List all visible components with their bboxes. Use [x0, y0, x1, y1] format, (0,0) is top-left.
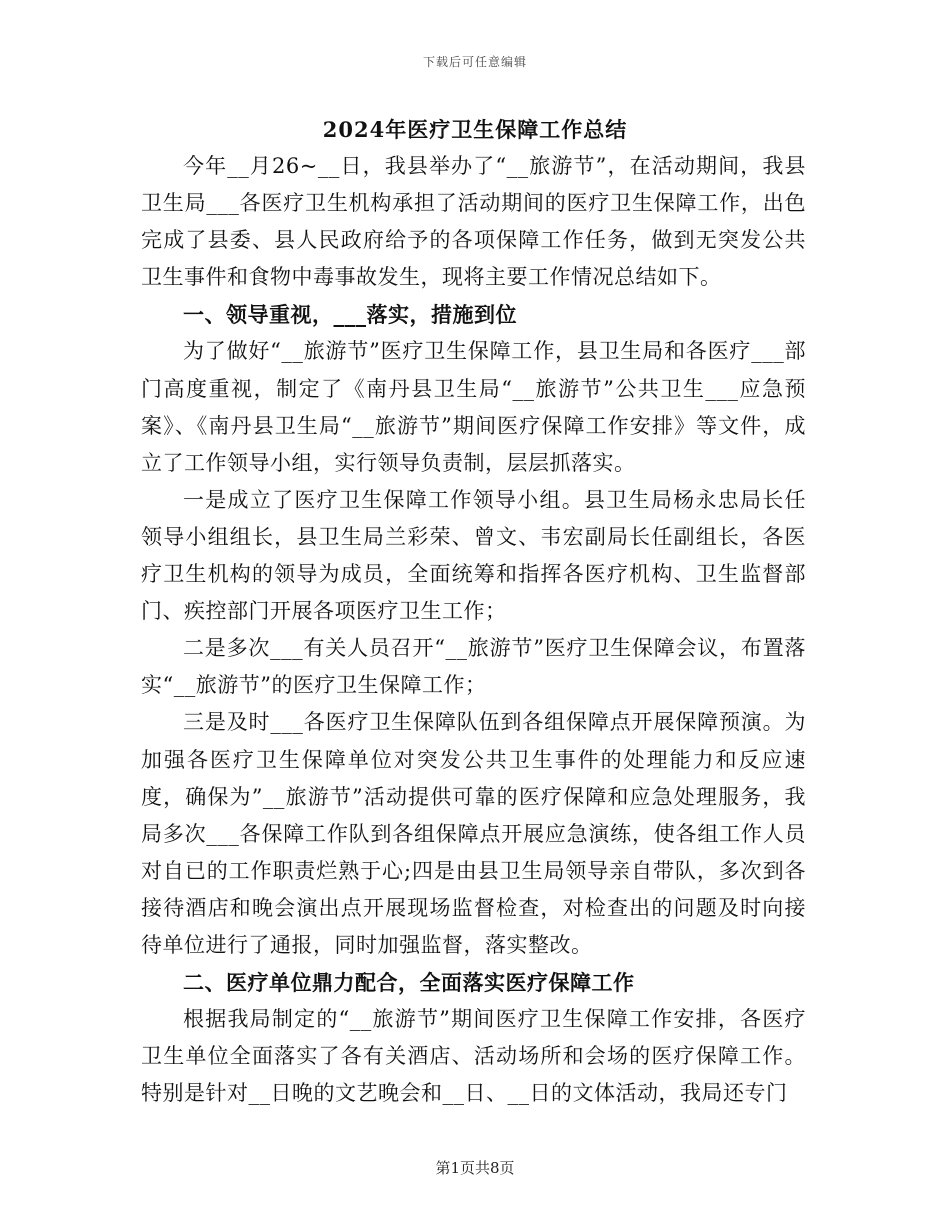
- section-heading-2: 二、医疗单位鼎力配合，全面落实医疗保障工作: [183, 970, 635, 996]
- header-note: 下载后可任意编辑: [422, 55, 527, 69]
- page-footer: 第1页共8页: [435, 1159, 515, 1177]
- document-title: 2024年医疗卫生保障工作总结: [322, 117, 628, 142]
- body-paragraph: 二是多次___有关人员召开“__旅游节”医疗卫生保障会议，布置落实“__旅游节”的医疗卫生保障工作；: [141, 636, 806, 698]
- section-heading-1: 一、领导重视，___落实，措施到位: [183, 302, 517, 328]
- body-paragraph: 三是及时___各医疗卫生保障队伍到各组保障点开展保障预演。为加强各医疗卫生保障单位对突发公共卫生事件的处理能力和反应速度，确保为”__旅游节”活动提供可靠的医疗保障和应急处理服务，我局多次___各保障工作队到各组保障点开展应急演练，使各组工作人员对自已的工作职责烂熟于心;四是由县卫生局领导亲自带队，多次到各接待酒店和晚会演出点开展现场监督检查，对检查出的问题及时向接待单位进行了通报，同时加强监督，落实整改。: [141, 710, 806, 957]
- body-paragraph: 根据我局制定的“__旅游节”期间医疗卫生保障工作安排，各医疗卫生单位全面落实了各有关酒店、活动场所和会场的医疗保障工作。特别是针对__日晚的文艺晚会和__日、__日的文体活动，我局还专门: [141, 1007, 806, 1106]
- document-body: [141, 148, 806, 1112]
- body-paragraph: 为了做好“__旅游节”医疗卫生保障工作，县卫生局和各医疗___部门高度重视，制定了《南丹县卫生局“__旅游节”公共卫生___应急预案》、《南丹县卫生局“__旅游节”期间医疗保障工作安排》等文件，成立了工作领导小组，实行领导负责制，层层抓落实。: [141, 339, 806, 475]
- body-paragraph: 一是成立了医疗卫生保障工作领导小组。县卫生局杨永忠局长任领导小组组长，县卫生局兰彩荣、曾文、韦宏副局长任副组长，各医疗卫生机构的领导为成员，全面统筹和指挥各医疗机构、卫生监督部门、疾控部门开展各项医疗卫生工作；: [141, 487, 806, 624]
- intro-paragraph: 今年__月26~__日，我县举办了“__旅游节”，在活动期间，我县卫生局___各医疗卫生机构承担了活动期间的医疗卫生保障工作，出色完成了县委、县人民政府给予的各项保障工作任务，做到无突发公共卫生事件和食物中毒事故发生，现将主要工作情况总结如下。: [141, 154, 806, 290]
